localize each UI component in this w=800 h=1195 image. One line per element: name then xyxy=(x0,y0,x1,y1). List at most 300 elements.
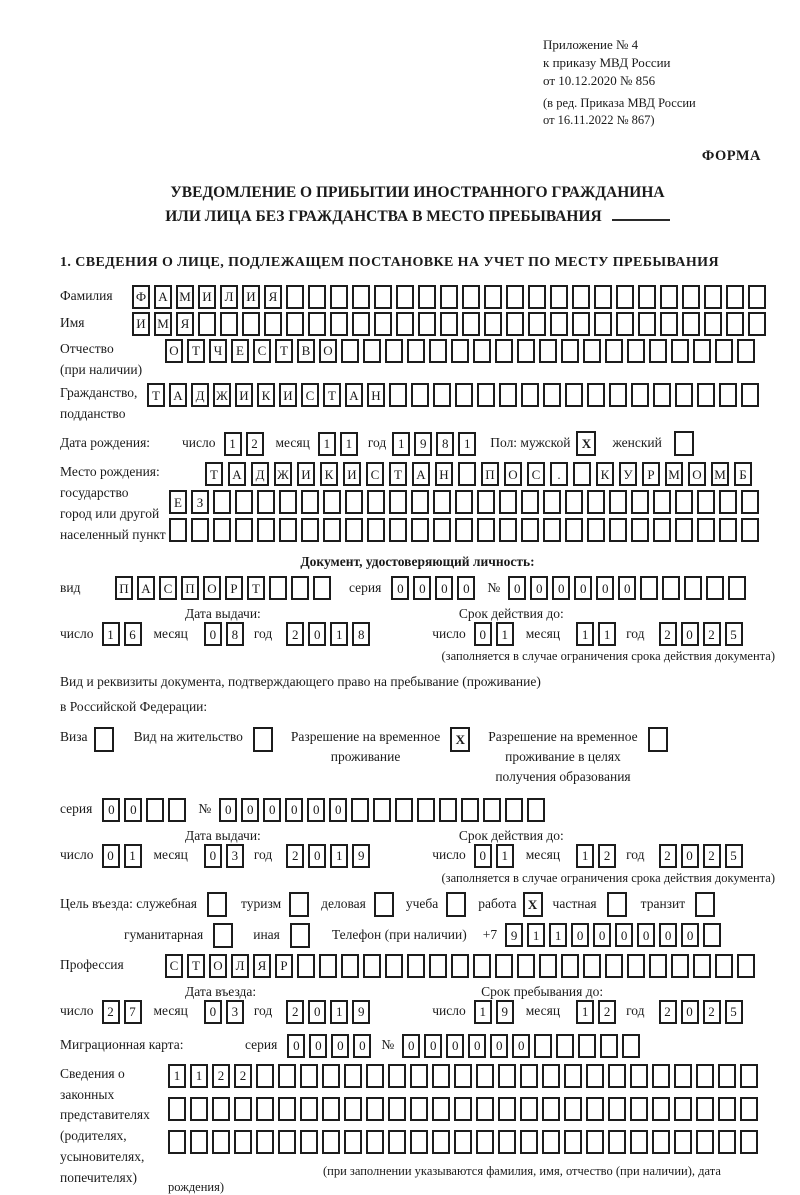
form-cell[interactable] xyxy=(539,954,557,978)
form-cell[interactable] xyxy=(323,490,341,514)
form-cell[interactable] xyxy=(587,518,605,542)
form-cell[interactable] xyxy=(605,339,623,363)
form-cell[interactable] xyxy=(715,339,733,363)
form-cell[interactable] xyxy=(653,383,671,407)
form-cell[interactable] xyxy=(715,954,733,978)
form-cell[interactable] xyxy=(693,339,711,363)
form-cell[interactable]: О xyxy=(209,954,227,978)
form-cell[interactable] xyxy=(278,1097,296,1121)
form-cell[interactable] xyxy=(652,1097,670,1121)
form-cell[interactable] xyxy=(674,1064,692,1088)
form-cell[interactable] xyxy=(706,576,724,600)
form-cell[interactable] xyxy=(352,285,370,309)
form-cell[interactable] xyxy=(308,285,326,309)
form-cell[interactable] xyxy=(748,312,766,336)
form-cell[interactable] xyxy=(719,490,737,514)
form-cell[interactable]: 0 xyxy=(263,798,281,822)
form-cell[interactable]: А xyxy=(412,462,430,486)
form-cell[interactable] xyxy=(498,1130,516,1154)
form-cell[interactable] xyxy=(682,285,700,309)
form-cell[interactable]: И xyxy=(132,312,150,336)
form-cell[interactable] xyxy=(363,339,381,363)
form-cell[interactable] xyxy=(388,1130,406,1154)
form-cell[interactable] xyxy=(631,518,649,542)
form-cell[interactable] xyxy=(521,383,539,407)
form-cell[interactable]: Т xyxy=(205,462,223,486)
form-cell[interactable] xyxy=(190,1097,208,1121)
form-cell[interactable]: 0 xyxy=(508,576,526,600)
form-cell[interactable] xyxy=(741,518,759,542)
form-cell[interactable]: 5 xyxy=(725,622,743,646)
form-cell[interactable]: 0 xyxy=(681,844,699,868)
form-cell[interactable] xyxy=(521,518,539,542)
form-cell[interactable] xyxy=(498,1064,516,1088)
form-cell[interactable] xyxy=(693,954,711,978)
form-cell[interactable] xyxy=(561,339,579,363)
form-cell[interactable] xyxy=(429,954,447,978)
form-cell[interactable] xyxy=(411,383,429,407)
form-cell[interactable]: 2 xyxy=(659,622,677,646)
form-cell[interactable] xyxy=(322,1064,340,1088)
form-cell[interactable] xyxy=(168,1130,186,1154)
form-cell[interactable] xyxy=(389,383,407,407)
form-cell[interactable] xyxy=(451,954,469,978)
form-cell[interactable] xyxy=(389,490,407,514)
form-cell[interactable] xyxy=(605,954,623,978)
form-cell[interactable] xyxy=(638,285,656,309)
form-cell[interactable]: 1 xyxy=(496,844,514,868)
form-cell[interactable] xyxy=(586,1064,604,1088)
form-cell[interactable]: М xyxy=(711,462,729,486)
form-cell[interactable] xyxy=(674,431,694,456)
form-cell[interactable]: 1 xyxy=(527,923,545,947)
form-cell[interactable]: Д xyxy=(251,462,269,486)
form-cell[interactable] xyxy=(363,954,381,978)
form-cell[interactable] xyxy=(719,518,737,542)
form-cell[interactable] xyxy=(543,490,561,514)
form-cell[interactable] xyxy=(439,798,457,822)
form-cell[interactable]: К xyxy=(596,462,614,486)
form-cell[interactable]: 0 xyxy=(204,1000,222,1024)
form-cell[interactable] xyxy=(432,1097,450,1121)
form-cell[interactable] xyxy=(417,798,435,822)
form-cell[interactable]: . xyxy=(550,462,568,486)
form-cell[interactable]: 1 xyxy=(318,432,336,456)
form-cell[interactable] xyxy=(607,892,627,917)
form-cell[interactable]: Т xyxy=(247,576,265,600)
form-cell[interactable] xyxy=(609,518,627,542)
form-cell[interactable]: Т xyxy=(187,954,205,978)
form-cell[interactable]: 0 xyxy=(681,622,699,646)
form-cell[interactable]: К xyxy=(320,462,338,486)
form-cell[interactable] xyxy=(300,1064,318,1088)
form-cell[interactable] xyxy=(616,312,634,336)
form-cell[interactable] xyxy=(517,339,535,363)
form-cell[interactable] xyxy=(374,312,392,336)
form-cell[interactable] xyxy=(587,490,605,514)
form-cell[interactable]: 1 xyxy=(392,432,410,456)
form-cell[interactable] xyxy=(220,312,238,336)
form-cell[interactable]: 1 xyxy=(598,622,616,646)
form-cell[interactable] xyxy=(631,383,649,407)
form-cell[interactable] xyxy=(286,312,304,336)
form-cell[interactable] xyxy=(169,518,187,542)
form-cell[interactable] xyxy=(652,1130,670,1154)
form-cell[interactable]: 0 xyxy=(309,1034,327,1058)
form-cell[interactable]: 0 xyxy=(681,923,699,947)
form-cell[interactable]: 2 xyxy=(598,1000,616,1024)
form-cell[interactable] xyxy=(498,1097,516,1121)
form-cell[interactable]: О xyxy=(504,462,522,486)
form-cell[interactable] xyxy=(458,462,476,486)
form-cell[interactable] xyxy=(696,1097,714,1121)
form-cell[interactable] xyxy=(726,285,744,309)
form-cell[interactable] xyxy=(517,954,535,978)
form-cell[interactable] xyxy=(477,518,495,542)
form-cell[interactable] xyxy=(484,285,502,309)
form-cell[interactable]: X xyxy=(576,431,596,456)
form-cell[interactable]: 3 xyxy=(226,1000,244,1024)
form-cell[interactable]: 0 xyxy=(241,798,259,822)
form-cell[interactable] xyxy=(367,518,385,542)
form-cell[interactable] xyxy=(440,285,458,309)
form-cell[interactable] xyxy=(674,1130,692,1154)
form-cell[interactable]: П xyxy=(181,576,199,600)
form-cell[interactable]: М xyxy=(154,312,172,336)
form-cell[interactable]: 1 xyxy=(576,844,594,868)
form-cell[interactable] xyxy=(341,339,359,363)
form-cell[interactable] xyxy=(718,1064,736,1088)
form-cell[interactable] xyxy=(235,490,253,514)
form-cell[interactable] xyxy=(499,383,517,407)
form-cell[interactable] xyxy=(235,518,253,542)
form-cell[interactable]: 5 xyxy=(725,1000,743,1024)
form-cell[interactable]: Т xyxy=(323,383,341,407)
form-cell[interactable]: 1 xyxy=(458,432,476,456)
form-cell[interactable] xyxy=(433,383,451,407)
form-cell[interactable]: 0 xyxy=(530,576,548,600)
form-cell[interactable]: 0 xyxy=(474,844,492,868)
form-cell[interactable]: 0 xyxy=(413,576,431,600)
form-cell[interactable] xyxy=(583,339,601,363)
form-cell[interactable] xyxy=(528,312,546,336)
form-cell[interactable] xyxy=(630,1097,648,1121)
form-cell[interactable]: 8 xyxy=(436,432,454,456)
form-cell[interactable] xyxy=(473,339,491,363)
form-cell[interactable]: А xyxy=(137,576,155,600)
form-cell[interactable] xyxy=(455,490,473,514)
form-cell[interactable] xyxy=(455,383,473,407)
form-cell[interactable]: 0 xyxy=(285,798,303,822)
form-cell[interactable] xyxy=(256,1064,274,1088)
form-cell[interactable]: 1 xyxy=(330,1000,348,1024)
form-cell[interactable]: О xyxy=(688,462,706,486)
form-cell[interactable] xyxy=(671,339,689,363)
form-cell[interactable]: 0 xyxy=(571,923,589,947)
form-cell[interactable] xyxy=(344,1130,362,1154)
form-cell[interactable] xyxy=(278,1130,296,1154)
form-cell[interactable]: 0 xyxy=(331,1034,349,1058)
form-cell[interactable] xyxy=(345,518,363,542)
form-cell[interactable] xyxy=(290,923,310,948)
form-cell[interactable] xyxy=(451,339,469,363)
form-cell[interactable]: 0 xyxy=(308,622,326,646)
form-cell[interactable] xyxy=(213,490,231,514)
form-cell[interactable] xyxy=(410,1130,428,1154)
form-cell[interactable]: Ф xyxy=(132,285,150,309)
form-cell[interactable] xyxy=(351,798,369,822)
form-cell[interactable]: 2 xyxy=(286,844,304,868)
form-cell[interactable] xyxy=(242,312,260,336)
form-cell[interactable] xyxy=(586,1130,604,1154)
form-cell[interactable] xyxy=(385,954,403,978)
form-cell[interactable]: З xyxy=(191,490,209,514)
form-cell[interactable]: У xyxy=(619,462,637,486)
form-cell[interactable] xyxy=(300,1097,318,1121)
form-cell[interactable] xyxy=(395,798,413,822)
form-cell[interactable] xyxy=(564,1130,582,1154)
form-cell[interactable] xyxy=(528,285,546,309)
form-cell[interactable]: 0 xyxy=(391,576,409,600)
form-cell[interactable]: И xyxy=(235,383,253,407)
form-cell[interactable] xyxy=(330,312,348,336)
form-cell[interactable] xyxy=(484,312,502,336)
form-cell[interactable]: 0 xyxy=(615,923,633,947)
form-cell[interactable]: 0 xyxy=(307,798,325,822)
form-cell[interactable] xyxy=(385,339,403,363)
form-cell[interactable] xyxy=(212,1097,230,1121)
form-cell[interactable] xyxy=(662,576,680,600)
form-cell[interactable]: С xyxy=(366,462,384,486)
form-cell[interactable]: 0 xyxy=(490,1034,508,1058)
form-cell[interactable]: 0 xyxy=(329,798,347,822)
form-cell[interactable] xyxy=(212,1130,230,1154)
form-cell[interactable] xyxy=(565,383,583,407)
form-cell[interactable]: 0 xyxy=(457,576,475,600)
form-cell[interactable] xyxy=(697,383,715,407)
form-cell[interactable] xyxy=(190,1130,208,1154)
form-cell[interactable]: 1 xyxy=(340,432,358,456)
form-cell[interactable] xyxy=(737,954,755,978)
form-cell[interactable] xyxy=(564,1064,582,1088)
form-cell[interactable] xyxy=(675,490,693,514)
form-cell[interactable]: 1 xyxy=(496,622,514,646)
form-cell[interactable] xyxy=(473,954,491,978)
form-cell[interactable]: 2 xyxy=(246,432,264,456)
form-cell[interactable]: 1 xyxy=(549,923,567,947)
form-cell[interactable]: Р xyxy=(225,576,243,600)
form-cell[interactable] xyxy=(454,1097,472,1121)
form-cell[interactable] xyxy=(561,954,579,978)
form-cell[interactable] xyxy=(653,518,671,542)
form-cell[interactable] xyxy=(410,1097,428,1121)
form-cell[interactable] xyxy=(741,383,759,407)
form-cell[interactable] xyxy=(704,312,722,336)
form-cell[interactable] xyxy=(631,490,649,514)
form-cell[interactable]: 0 xyxy=(659,923,677,947)
form-cell[interactable] xyxy=(454,1064,472,1088)
form-cell[interactable] xyxy=(462,285,480,309)
form-cell[interactable]: 0 xyxy=(308,844,326,868)
form-cell[interactable]: Я xyxy=(264,285,282,309)
form-cell[interactable] xyxy=(495,954,513,978)
form-cell[interactable]: 0 xyxy=(574,576,592,600)
form-cell[interactable] xyxy=(257,518,275,542)
form-cell[interactable]: 2 xyxy=(286,622,304,646)
form-cell[interactable] xyxy=(520,1064,538,1088)
form-cell[interactable] xyxy=(319,954,337,978)
form-cell[interactable]: 2 xyxy=(703,622,721,646)
form-cell[interactable] xyxy=(520,1130,538,1154)
form-cell[interactable]: И xyxy=(297,462,315,486)
form-cell[interactable]: 1 xyxy=(576,622,594,646)
form-cell[interactable] xyxy=(542,1064,560,1088)
form-cell[interactable]: 0 xyxy=(424,1034,442,1058)
form-cell[interactable] xyxy=(539,339,557,363)
form-cell[interactable] xyxy=(308,312,326,336)
form-cell[interactable] xyxy=(253,727,273,752)
form-cell[interactable] xyxy=(719,383,737,407)
form-cell[interactable] xyxy=(388,1064,406,1088)
form-cell[interactable] xyxy=(697,490,715,514)
form-cell[interactable] xyxy=(594,285,612,309)
form-cell[interactable] xyxy=(740,1097,758,1121)
form-cell[interactable]: 8 xyxy=(352,622,370,646)
form-cell[interactable] xyxy=(543,383,561,407)
form-cell[interactable] xyxy=(279,490,297,514)
form-cell[interactable]: 2 xyxy=(102,1000,120,1024)
form-cell[interactable] xyxy=(737,339,755,363)
form-cell[interactable]: Р xyxy=(642,462,660,486)
form-cell[interactable] xyxy=(313,576,331,600)
form-cell[interactable] xyxy=(373,798,391,822)
form-cell[interactable]: 0 xyxy=(402,1034,420,1058)
form-cell[interactable] xyxy=(323,518,341,542)
form-cell[interactable] xyxy=(696,1064,714,1088)
form-cell[interactable] xyxy=(649,339,667,363)
form-cell[interactable]: С xyxy=(165,954,183,978)
form-cell[interactable] xyxy=(432,1130,450,1154)
form-cell[interactable] xyxy=(638,312,656,336)
form-cell[interactable] xyxy=(477,490,495,514)
form-cell[interactable]: А xyxy=(154,285,172,309)
form-cell[interactable]: 0 xyxy=(204,844,222,868)
form-cell[interactable]: 0 xyxy=(353,1034,371,1058)
form-cell[interactable] xyxy=(396,285,414,309)
form-cell[interactable]: 2 xyxy=(234,1064,252,1088)
form-cell[interactable] xyxy=(367,490,385,514)
form-cell[interactable] xyxy=(649,954,667,978)
form-cell[interactable]: 1 xyxy=(576,1000,594,1024)
form-cell[interactable] xyxy=(640,576,658,600)
form-cell[interactable] xyxy=(289,892,309,917)
form-cell[interactable] xyxy=(344,1097,362,1121)
form-cell[interactable] xyxy=(703,923,721,947)
form-cell[interactable] xyxy=(740,1130,758,1154)
form-cell[interactable]: 1 xyxy=(224,432,242,456)
form-cell[interactable]: 1 xyxy=(124,844,142,868)
form-cell[interactable] xyxy=(627,339,645,363)
form-cell[interactable]: М xyxy=(176,285,194,309)
form-cell[interactable]: 0 xyxy=(468,1034,486,1058)
form-cell[interactable]: 0 xyxy=(287,1034,305,1058)
form-cell[interactable] xyxy=(454,1130,472,1154)
form-cell[interactable]: С xyxy=(253,339,271,363)
form-cell[interactable] xyxy=(609,490,627,514)
form-cell[interactable] xyxy=(256,1130,274,1154)
form-cell[interactable]: 0 xyxy=(637,923,655,947)
form-cell[interactable]: А xyxy=(345,383,363,407)
form-cell[interactable]: С xyxy=(159,576,177,600)
form-cell[interactable] xyxy=(565,490,583,514)
form-cell[interactable] xyxy=(286,285,304,309)
form-cell[interactable] xyxy=(583,954,601,978)
form-cell[interactable] xyxy=(234,1130,252,1154)
form-cell[interactable]: Я xyxy=(253,954,271,978)
form-cell[interactable] xyxy=(440,312,458,336)
form-cell[interactable] xyxy=(264,312,282,336)
form-cell[interactable] xyxy=(674,1097,692,1121)
form-cell[interactable] xyxy=(257,490,275,514)
form-cell[interactable] xyxy=(344,1064,362,1088)
form-cell[interactable] xyxy=(542,1130,560,1154)
form-cell[interactable]: 2 xyxy=(703,844,721,868)
form-cell[interactable]: Е xyxy=(169,490,187,514)
form-cell[interactable] xyxy=(461,798,479,822)
form-cell[interactable]: 1 xyxy=(102,622,120,646)
form-cell[interactable]: 1 xyxy=(474,1000,492,1024)
form-cell[interactable] xyxy=(278,1064,296,1088)
form-cell[interactable] xyxy=(476,1130,494,1154)
form-cell[interactable] xyxy=(675,383,693,407)
form-cell[interactable]: Т xyxy=(187,339,205,363)
form-cell[interactable]: П xyxy=(481,462,499,486)
form-cell[interactable]: Л xyxy=(231,954,249,978)
form-cell[interactable] xyxy=(506,285,524,309)
form-cell[interactable]: С xyxy=(527,462,545,486)
form-cell[interactable] xyxy=(433,490,451,514)
form-cell[interactable]: 1 xyxy=(190,1064,208,1088)
form-cell[interactable] xyxy=(168,798,186,822)
form-cell[interactable] xyxy=(527,798,545,822)
form-cell[interactable] xyxy=(411,518,429,542)
form-cell[interactable] xyxy=(684,576,702,600)
form-cell[interactable] xyxy=(653,490,671,514)
form-cell[interactable] xyxy=(740,1064,758,1088)
form-cell[interactable] xyxy=(477,383,495,407)
form-cell[interactable]: Е xyxy=(231,339,249,363)
form-cell[interactable]: О xyxy=(319,339,337,363)
form-cell[interactable] xyxy=(565,518,583,542)
form-cell[interactable] xyxy=(291,576,309,600)
form-cell[interactable]: Т xyxy=(275,339,293,363)
form-cell[interactable]: 0 xyxy=(596,576,614,600)
form-cell[interactable] xyxy=(587,383,605,407)
form-cell[interactable]: 0 xyxy=(219,798,237,822)
form-cell[interactable]: 2 xyxy=(598,844,616,868)
form-cell[interactable] xyxy=(550,312,568,336)
form-cell[interactable]: Ж xyxy=(274,462,292,486)
form-cell[interactable] xyxy=(660,285,678,309)
form-cell[interactable] xyxy=(297,954,315,978)
form-cell[interactable]: 3 xyxy=(226,844,244,868)
form-cell[interactable] xyxy=(748,285,766,309)
form-cell[interactable] xyxy=(407,954,425,978)
form-cell[interactable] xyxy=(301,490,319,514)
form-cell[interactable] xyxy=(476,1097,494,1121)
form-cell[interactable]: 2 xyxy=(286,1000,304,1024)
form-cell[interactable]: 5 xyxy=(725,844,743,868)
